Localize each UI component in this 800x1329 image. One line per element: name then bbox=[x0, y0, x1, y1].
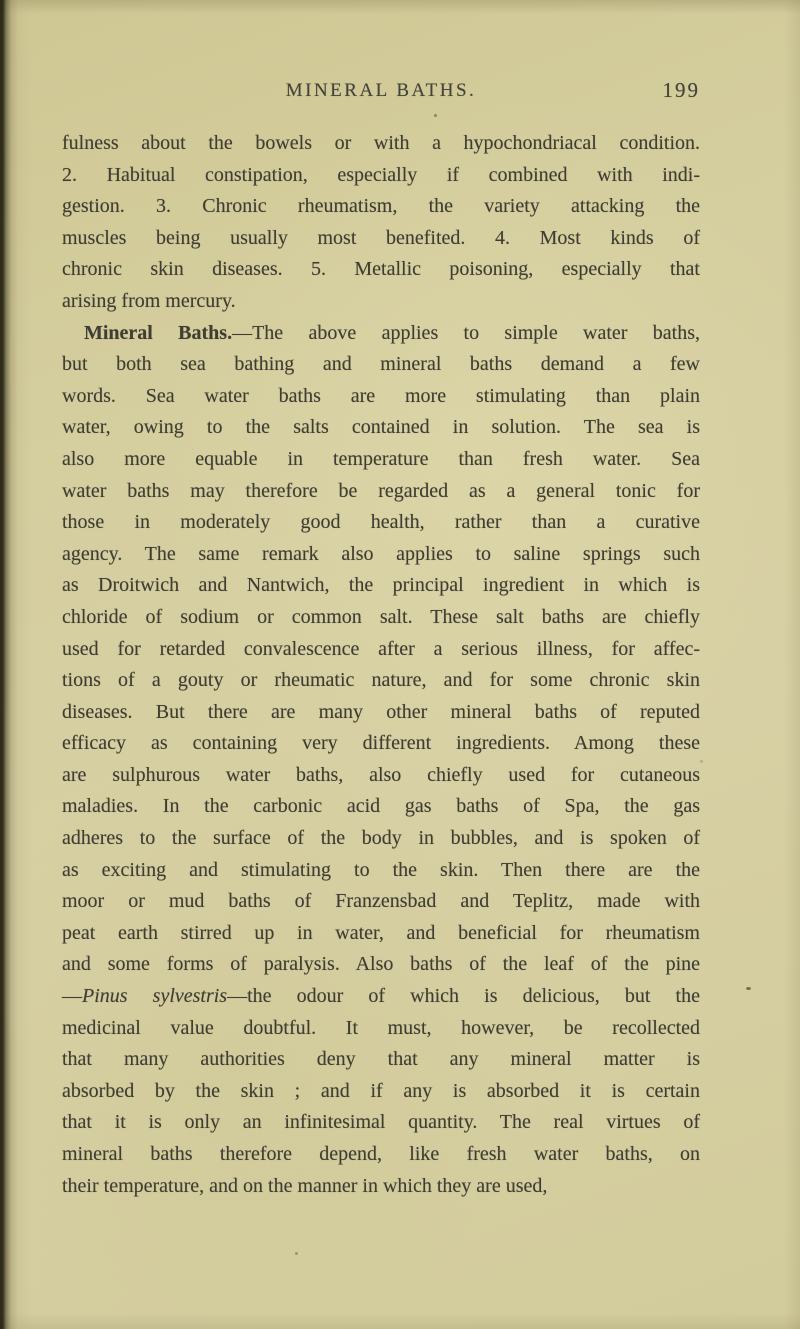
text-segment: used for retarded convalescence after a serious illness, for affec- bbox=[62, 637, 700, 660]
text-line bbox=[62, 886, 700, 918]
text-segment: also more equable in temperature than fresh water. Sea bbox=[62, 447, 700, 470]
text-segment: gestion. 3. Chronic rheumatism, the variety attacking the bbox=[62, 195, 700, 218]
text-segment: mineral baths therefore depend, like fresh water baths, on bbox=[62, 1143, 700, 1165]
text-segment: and some forms of paralysis. Also baths of the leaf of the pine bbox=[62, 953, 700, 976]
text-line bbox=[62, 444, 700, 476]
page-number: 199 bbox=[662, 78, 700, 102]
text-segment: —The above applies to simple water baths, bbox=[232, 321, 700, 344]
text-segment: fulness about the bowels or with a hypochondriacal condition. bbox=[62, 132, 700, 154]
text-line bbox=[62, 760, 700, 792]
text-line bbox=[62, 539, 700, 571]
text-line bbox=[62, 318, 700, 350]
text-line bbox=[62, 1171, 700, 1203]
text-segment: words. Sea water baths are more stimulating than plain bbox=[62, 384, 700, 407]
text-segment: moor or mud baths of Franzensbad and Teplitz, made with bbox=[62, 890, 700, 913]
text-line bbox=[62, 634, 700, 666]
text-segment: — bbox=[62, 985, 82, 1008]
text-line bbox=[62, 160, 700, 192]
text-segment: tions of a gouty or rheumatic nature, and for some chronic skin bbox=[62, 669, 700, 692]
text-line bbox=[62, 855, 700, 887]
text-line bbox=[62, 286, 700, 318]
text-segment: absorbed by the skin ; and if any is absorbed it is certain bbox=[62, 1079, 700, 1102]
text-line bbox=[62, 412, 700, 444]
text-line bbox=[62, 381, 700, 413]
text-segment: arising from mercury. bbox=[62, 289, 236, 312]
text-line bbox=[62, 823, 700, 855]
text-line bbox=[62, 1139, 700, 1171]
text-line bbox=[62, 1076, 700, 1108]
text-line bbox=[62, 254, 700, 286]
text-line bbox=[62, 602, 700, 634]
text-segment: chronic skin diseases. 5. Metallic poisoning, especially that bbox=[62, 258, 700, 281]
text-segment: as Droitwich and Nantwich, the principal ingredient in which is bbox=[62, 574, 700, 597]
paper-speck bbox=[700, 760, 703, 763]
text-segment: diseases. But there are many other mineral baths of reputed bbox=[62, 700, 700, 723]
text-segment: 2. Habitual constipation, especially if combined with indi- bbox=[62, 163, 700, 186]
text-segment: are sulphurous water baths, also chiefly used for cutaneous bbox=[62, 763, 700, 786]
text-line bbox=[62, 1107, 700, 1139]
text-segment: those in moderately good health, rather than a curative bbox=[62, 511, 700, 534]
text-segment: efficacy as containing very different ingredients. Among these bbox=[62, 732, 700, 755]
text-line bbox=[62, 697, 700, 729]
text-line bbox=[62, 476, 700, 508]
text-segment: but both sea bathing and mineral baths demand a few bbox=[62, 353, 700, 376]
text-segment: peat earth stirred up in water, and beneficial for rheumatism bbox=[62, 921, 700, 944]
text-line bbox=[62, 1013, 700, 1045]
bold-text-segment: Mineral Baths. bbox=[84, 321, 233, 344]
text-line bbox=[62, 728, 700, 760]
running-title: MINERAL BATHS. bbox=[285, 80, 477, 101]
text-segment: water baths may therefore be regarded as a general tonic for bbox=[62, 479, 700, 502]
paper-speck bbox=[746, 987, 751, 990]
text-line bbox=[62, 918, 700, 950]
text-line bbox=[62, 981, 700, 1013]
text-segment: chloride of sodium or common salt. These salt baths are chiefly bbox=[62, 605, 700, 628]
text-segment: agency. The same remark also applies to saline springs such bbox=[62, 542, 700, 565]
paper-speck bbox=[434, 114, 437, 117]
text-line bbox=[62, 349, 700, 381]
text-line bbox=[62, 791, 700, 823]
text-segment: that many authorities deny that any mineral matter is bbox=[62, 1048, 700, 1071]
text-line bbox=[62, 1044, 700, 1076]
text-segment: as exciting and stimulating to the skin. Then there are the bbox=[62, 858, 700, 881]
text-segment: that it is only an infinitesimal quantity. The real virtues of bbox=[62, 1111, 700, 1134]
text-segment: adheres to the surface of the body in bubbles, and is spoken of bbox=[62, 827, 700, 850]
text-segment: muscles being usually most benefited. 4. Most kinds of bbox=[62, 226, 700, 249]
text-segment: water, owing to the salts contained in solution. The sea is bbox=[62, 416, 700, 439]
paper-speck bbox=[295, 1252, 298, 1255]
italic-text-segment: Pinus sylvestris bbox=[82, 985, 228, 1008]
text-line bbox=[62, 507, 700, 539]
text-line bbox=[62, 570, 700, 602]
text-segment: —the odour of which is delicious, but the bbox=[227, 985, 700, 1008]
text-line bbox=[62, 665, 700, 697]
text-line bbox=[62, 191, 700, 223]
text-segment: maladies. In the carbonic acid gas baths of Spa, the gas bbox=[62, 795, 700, 818]
text-line bbox=[62, 128, 700, 160]
page-header bbox=[62, 80, 700, 106]
text-segment: medicinal value doubtful. It must, however, be recollected bbox=[62, 1016, 700, 1039]
text-segment: their temperature, and on the manner in which they are used, bbox=[62, 1174, 548, 1197]
text-line bbox=[62, 223, 700, 255]
body-text bbox=[62, 128, 700, 1202]
text-line bbox=[62, 949, 700, 981]
